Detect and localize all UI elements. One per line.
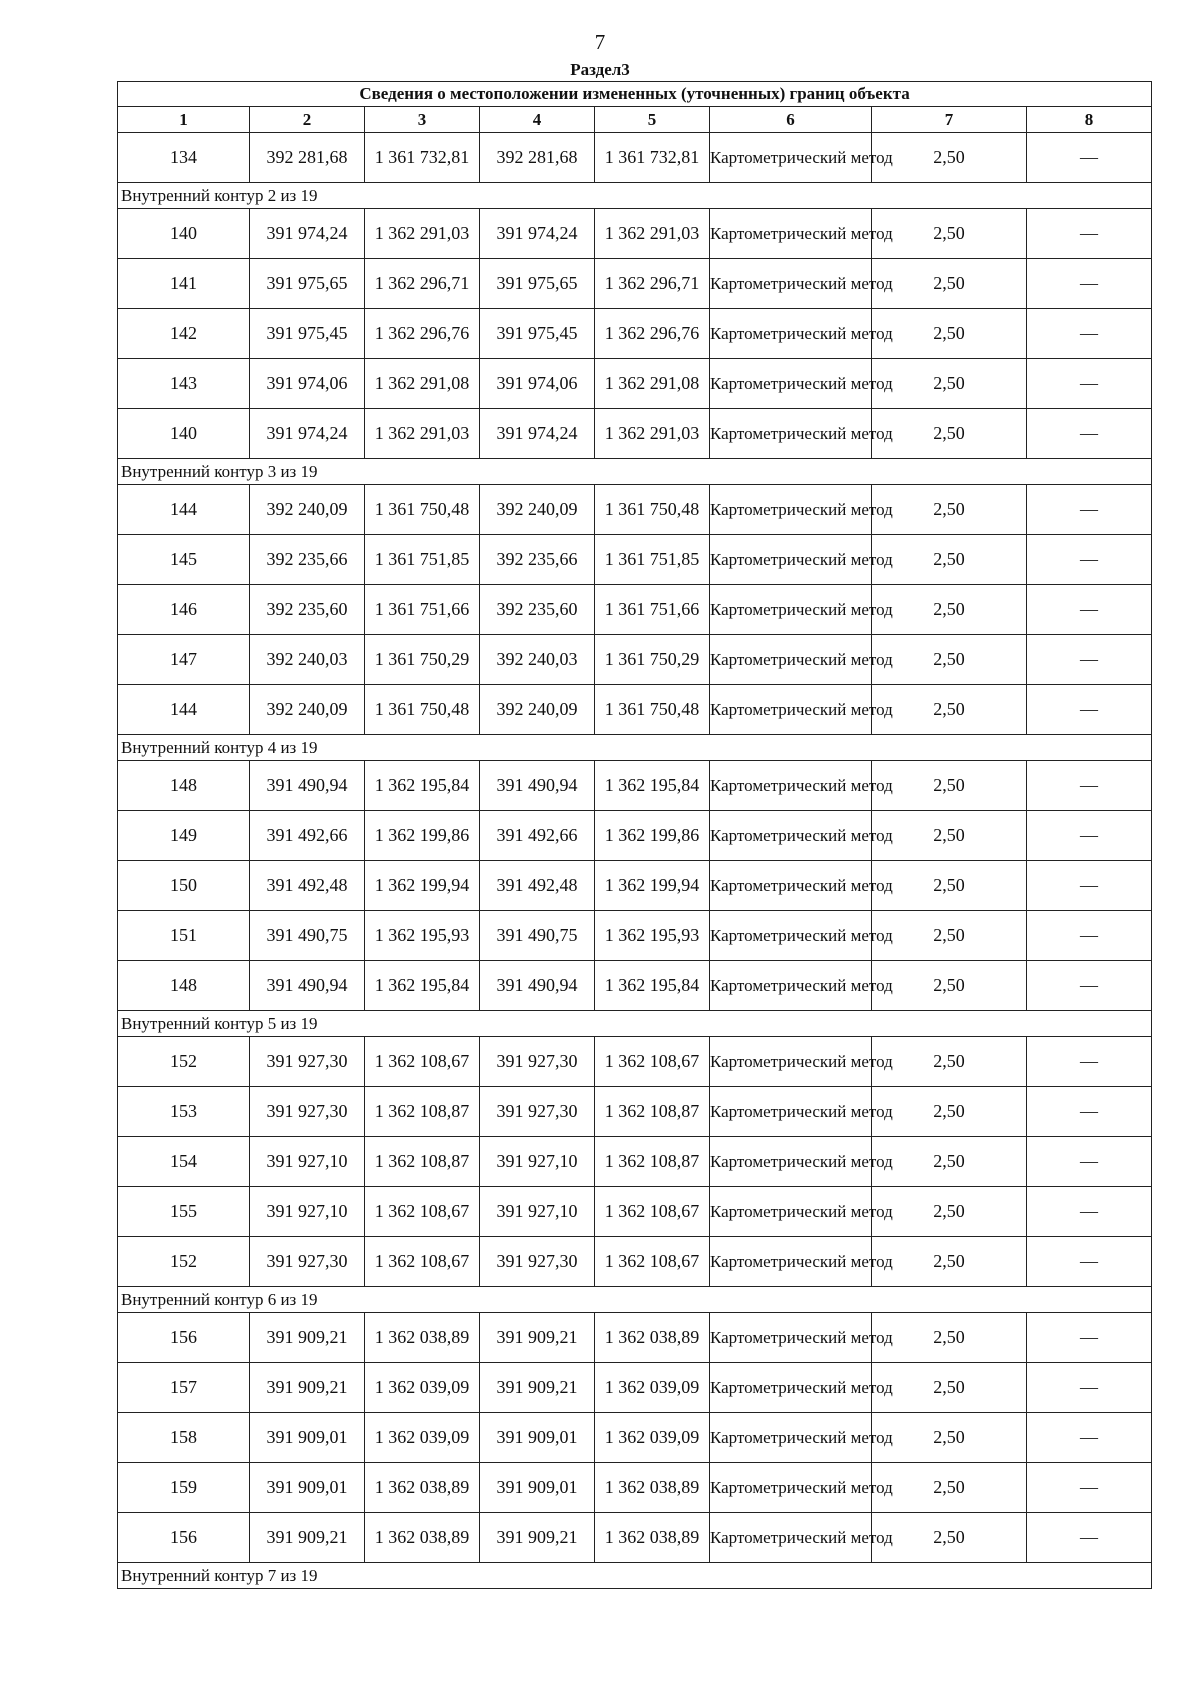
- y-coordinate-cell: 1 362 296,71: [365, 259, 480, 309]
- x-coordinate-cell: 391 975,45: [480, 309, 595, 359]
- accuracy-cell: 2,50: [872, 961, 1027, 1011]
- point-number-cell: 153: [118, 1087, 250, 1137]
- x-coordinate-cell: 392 240,09: [480, 685, 595, 735]
- description-cell: —: [1027, 961, 1152, 1011]
- accuracy-cell: 2,50: [872, 535, 1027, 585]
- method-cell: Картометрический метод: [710, 961, 872, 1011]
- method-cell: Картометрический метод: [710, 1413, 872, 1463]
- description-cell: —: [1027, 409, 1152, 459]
- point-number-cell: 144: [118, 685, 250, 735]
- y-coordinate-cell: 1 362 291,03: [365, 409, 480, 459]
- contour-label: Внутренний контур 2 из 19: [118, 183, 1152, 209]
- accuracy-cell: 2,50: [872, 911, 1027, 961]
- x-coordinate-cell: 391 492,48: [250, 861, 365, 911]
- table-caption-row: [118, 82, 1152, 107]
- x-coordinate-cell: 391 909,21: [250, 1513, 365, 1563]
- point-number-cell: 140: [118, 209, 250, 259]
- column-header: 7: [872, 107, 1027, 133]
- contour-heading-row: [118, 183, 1152, 209]
- description-cell: —: [1027, 259, 1152, 309]
- x-coordinate-cell: 391 927,30: [250, 1237, 365, 1287]
- x-coordinate-cell: 392 240,03: [480, 635, 595, 685]
- table-row: [118, 359, 1152, 409]
- accuracy-cell: 2,50: [872, 309, 1027, 359]
- y-coordinate-cell: 1 362 291,03: [365, 209, 480, 259]
- table-row: [118, 911, 1152, 961]
- method-cell: Картометрический метод: [710, 685, 872, 735]
- method-cell: Картометрический метод: [710, 585, 872, 635]
- y-coordinate-cell: 1 362 291,08: [595, 359, 710, 409]
- column-header: 4: [480, 107, 595, 133]
- table-row: [118, 1513, 1152, 1563]
- x-coordinate-cell: 391 927,30: [480, 1037, 595, 1087]
- y-coordinate-cell: 1 362 038,89: [365, 1463, 480, 1513]
- y-coordinate-cell: 1 362 108,67: [595, 1187, 710, 1237]
- description-cell: —: [1027, 811, 1152, 861]
- description-cell: —: [1027, 359, 1152, 409]
- method-cell: Картометрический метод: [710, 359, 872, 409]
- x-coordinate-cell: 392 235,66: [250, 535, 365, 585]
- y-coordinate-cell: 1 362 296,71: [595, 259, 710, 309]
- x-coordinate-cell: 391 909,21: [250, 1313, 365, 1363]
- table-row: [118, 133, 1152, 183]
- y-coordinate-cell: 1 362 195,93: [365, 911, 480, 961]
- y-coordinate-cell: 1 362 038,89: [595, 1513, 710, 1563]
- x-coordinate-cell: 392 235,60: [480, 585, 595, 635]
- x-coordinate-cell: 392 281,68: [250, 133, 365, 183]
- contour-label: Внутренний контур 4 из 19: [118, 735, 1152, 761]
- contour-label: Внутренний контур 5 из 19: [118, 1011, 1152, 1037]
- description-cell: —: [1027, 133, 1152, 183]
- method-cell: Картометрический метод: [710, 911, 872, 961]
- x-coordinate-cell: 391 490,75: [480, 911, 595, 961]
- column-header: 5: [595, 107, 710, 133]
- point-number-cell: 148: [118, 961, 250, 1011]
- x-coordinate-cell: 392 240,09: [480, 485, 595, 535]
- x-coordinate-cell: 391 927,30: [250, 1087, 365, 1137]
- accuracy-cell: 2,50: [872, 585, 1027, 635]
- description-cell: —: [1027, 1237, 1152, 1287]
- accuracy-cell: 2,50: [872, 1413, 1027, 1463]
- y-coordinate-cell: 1 362 039,09: [595, 1413, 710, 1463]
- x-coordinate-cell: 392 235,60: [250, 585, 365, 635]
- y-coordinate-cell: 1 362 291,03: [595, 209, 710, 259]
- x-coordinate-cell: 392 235,66: [480, 535, 595, 585]
- description-cell: —: [1027, 861, 1152, 911]
- x-coordinate-cell: 391 490,94: [250, 961, 365, 1011]
- accuracy-cell: 2,50: [872, 1237, 1027, 1287]
- point-number-cell: 150: [118, 861, 250, 911]
- table-row: [118, 685, 1152, 735]
- y-coordinate-cell: 1 362 038,89: [595, 1313, 710, 1363]
- y-coordinate-cell: 1 362 199,86: [595, 811, 710, 861]
- x-coordinate-cell: 391 909,21: [480, 1513, 595, 1563]
- x-coordinate-cell: 391 974,24: [250, 409, 365, 459]
- column-header: 8: [1027, 107, 1152, 133]
- contour-heading-row: [118, 1287, 1152, 1313]
- x-coordinate-cell: 391 927,30: [250, 1037, 365, 1087]
- table-row: [118, 635, 1152, 685]
- y-coordinate-cell: 1 361 750,48: [365, 685, 480, 735]
- x-coordinate-cell: 391 909,21: [480, 1313, 595, 1363]
- point-number-cell: 146: [118, 585, 250, 635]
- table-row: [118, 259, 1152, 309]
- y-coordinate-cell: 1 362 108,87: [595, 1137, 710, 1187]
- point-number-cell: 151: [118, 911, 250, 961]
- accuracy-cell: 2,50: [872, 133, 1027, 183]
- table-row: [118, 1137, 1152, 1187]
- description-cell: —: [1027, 761, 1152, 811]
- x-coordinate-cell: 391 909,21: [480, 1363, 595, 1413]
- x-coordinate-cell: 391 492,66: [250, 811, 365, 861]
- y-coordinate-cell: 1 361 750,48: [365, 485, 480, 535]
- table-row: [118, 761, 1152, 811]
- column-number-row: [118, 107, 1152, 133]
- y-coordinate-cell: 1 361 732,81: [595, 133, 710, 183]
- description-cell: —: [1027, 635, 1152, 685]
- column-header: 6: [710, 107, 872, 133]
- method-cell: Картометрический метод: [710, 1137, 872, 1187]
- accuracy-cell: 2,50: [872, 359, 1027, 409]
- y-coordinate-cell: 1 361 751,66: [365, 585, 480, 635]
- y-coordinate-cell: 1 362 199,94: [365, 861, 480, 911]
- y-coordinate-cell: 1 361 751,85: [365, 535, 480, 585]
- y-coordinate-cell: 1 362 039,09: [365, 1413, 480, 1463]
- y-coordinate-cell: 1 362 108,87: [365, 1137, 480, 1187]
- method-cell: Картометрический метод: [710, 1087, 872, 1137]
- point-number-cell: 152: [118, 1237, 250, 1287]
- accuracy-cell: 2,50: [872, 635, 1027, 685]
- point-number-cell: 144: [118, 485, 250, 535]
- method-cell: Картометрический метод: [710, 635, 872, 685]
- description-cell: —: [1027, 1187, 1152, 1237]
- description-cell: —: [1027, 485, 1152, 535]
- y-coordinate-cell: 1 361 750,29: [365, 635, 480, 685]
- y-coordinate-cell: 1 362 039,09: [365, 1363, 480, 1413]
- table-row: [118, 1413, 1152, 1463]
- x-coordinate-cell: 391 975,65: [250, 259, 365, 309]
- method-cell: Картометрический метод: [710, 309, 872, 359]
- boundary-coordinates-table: [117, 81, 1152, 1589]
- x-coordinate-cell: 391 927,10: [250, 1137, 365, 1187]
- contour-heading-row: [118, 459, 1152, 485]
- description-cell: —: [1027, 1137, 1152, 1187]
- y-coordinate-cell: 1 361 751,85: [595, 535, 710, 585]
- accuracy-cell: 2,50: [872, 1087, 1027, 1137]
- y-coordinate-cell: 1 362 038,89: [595, 1463, 710, 1513]
- point-number-cell: 145: [118, 535, 250, 585]
- y-coordinate-cell: 1 362 195,84: [365, 961, 480, 1011]
- y-coordinate-cell: 1 361 732,81: [365, 133, 480, 183]
- x-coordinate-cell: 391 909,01: [480, 1413, 595, 1463]
- y-coordinate-cell: 1 362 296,76: [595, 309, 710, 359]
- description-cell: —: [1027, 1413, 1152, 1463]
- point-number-cell: 140: [118, 409, 250, 459]
- y-coordinate-cell: 1 362 108,87: [595, 1087, 710, 1137]
- table-row: [118, 1237, 1152, 1287]
- y-coordinate-cell: 1 362 108,67: [595, 1037, 710, 1087]
- description-cell: —: [1027, 309, 1152, 359]
- x-coordinate-cell: 391 909,21: [250, 1363, 365, 1413]
- point-number-cell: 143: [118, 359, 250, 409]
- x-coordinate-cell: 391 975,45: [250, 309, 365, 359]
- point-number-cell: 155: [118, 1187, 250, 1237]
- description-cell: —: [1027, 685, 1152, 735]
- y-coordinate-cell: 1 362 199,86: [365, 811, 480, 861]
- point-number-cell: 156: [118, 1513, 250, 1563]
- y-coordinate-cell: 1 361 750,29: [595, 635, 710, 685]
- method-cell: Картометрический метод: [710, 133, 872, 183]
- method-cell: Картометрический метод: [710, 409, 872, 459]
- accuracy-cell: 2,50: [872, 485, 1027, 535]
- point-number-cell: 141: [118, 259, 250, 309]
- column-header: 1: [118, 107, 250, 133]
- table-body: [118, 133, 1152, 1589]
- contour-label: Внутренний контур 3 из 19: [118, 459, 1152, 485]
- contour-heading-row: [118, 735, 1152, 761]
- point-number-cell: 142: [118, 309, 250, 359]
- method-cell: Картометрический метод: [710, 1513, 872, 1563]
- description-cell: —: [1027, 1037, 1152, 1087]
- x-coordinate-cell: 391 490,94: [480, 961, 595, 1011]
- y-coordinate-cell: 1 362 108,67: [365, 1187, 480, 1237]
- accuracy-cell: 2,50: [872, 259, 1027, 309]
- table-row: [118, 1087, 1152, 1137]
- description-cell: —: [1027, 1087, 1152, 1137]
- point-number-cell: 147: [118, 635, 250, 685]
- y-coordinate-cell: 1 362 195,84: [595, 961, 710, 1011]
- x-coordinate-cell: 391 927,10: [480, 1187, 595, 1237]
- table-row: [118, 811, 1152, 861]
- accuracy-cell: 2,50: [872, 209, 1027, 259]
- x-coordinate-cell: 391 974,24: [250, 209, 365, 259]
- description-cell: —: [1027, 1463, 1152, 1513]
- y-coordinate-cell: 1 362 038,89: [365, 1513, 480, 1563]
- table-row: [118, 409, 1152, 459]
- x-coordinate-cell: 391 490,94: [480, 761, 595, 811]
- accuracy-cell: 2,50: [872, 1187, 1027, 1237]
- point-number-cell: 157: [118, 1363, 250, 1413]
- method-cell: Картометрический метод: [710, 861, 872, 911]
- accuracy-cell: 2,50: [872, 1463, 1027, 1513]
- method-cell: Картометрический метод: [710, 1463, 872, 1513]
- table-row: [118, 1463, 1152, 1513]
- point-number-cell: 148: [118, 761, 250, 811]
- page-number: 7: [594, 30, 606, 54]
- x-coordinate-cell: 392 240,09: [250, 685, 365, 735]
- x-coordinate-cell: 391 909,01: [250, 1413, 365, 1463]
- y-coordinate-cell: 1 362 195,84: [595, 761, 710, 811]
- contour-heading-row: [118, 1011, 1152, 1037]
- method-cell: Картометрический метод: [710, 485, 872, 535]
- y-coordinate-cell: 1 362 291,08: [365, 359, 480, 409]
- table-row: [118, 1363, 1152, 1413]
- accuracy-cell: 2,50: [872, 1313, 1027, 1363]
- x-coordinate-cell: 391 927,10: [250, 1187, 365, 1237]
- method-cell: Картометрический метод: [710, 811, 872, 861]
- method-cell: Картометрический метод: [710, 1313, 872, 1363]
- table-row: [118, 1187, 1152, 1237]
- y-coordinate-cell: 1 362 038,89: [365, 1313, 480, 1363]
- y-coordinate-cell: 1 362 108,67: [365, 1037, 480, 1087]
- table-row: [118, 485, 1152, 535]
- accuracy-cell: 2,50: [872, 811, 1027, 861]
- description-cell: —: [1027, 1513, 1152, 1563]
- x-coordinate-cell: 391 492,48: [480, 861, 595, 911]
- method-cell: Картометрический метод: [710, 1187, 872, 1237]
- table-row: [118, 535, 1152, 585]
- x-coordinate-cell: 391 909,01: [480, 1463, 595, 1513]
- method-cell: Картометрический метод: [710, 1237, 872, 1287]
- method-cell: Картометрический метод: [710, 1037, 872, 1087]
- point-number-cell: 156: [118, 1313, 250, 1363]
- x-coordinate-cell: 391 927,10: [480, 1137, 595, 1187]
- description-cell: —: [1027, 1363, 1152, 1413]
- contour-label: Внутренний контур 6 из 19: [118, 1287, 1152, 1313]
- accuracy-cell: 2,50: [872, 1513, 1027, 1563]
- accuracy-cell: 2,50: [872, 861, 1027, 911]
- y-coordinate-cell: 1 362 108,87: [365, 1087, 480, 1137]
- y-coordinate-cell: 1 362 296,76: [365, 309, 480, 359]
- x-coordinate-cell: 391 974,24: [480, 209, 595, 259]
- method-cell: Картометрический метод: [710, 209, 872, 259]
- table-row: [118, 961, 1152, 1011]
- description-cell: —: [1027, 911, 1152, 961]
- x-coordinate-cell: 391 909,01: [250, 1463, 365, 1513]
- point-number-cell: 158: [118, 1413, 250, 1463]
- x-coordinate-cell: 391 490,75: [250, 911, 365, 961]
- y-coordinate-cell: 1 362 108,67: [595, 1237, 710, 1287]
- x-coordinate-cell: 392 240,03: [250, 635, 365, 685]
- x-coordinate-cell: 391 974,06: [480, 359, 595, 409]
- description-cell: —: [1027, 1313, 1152, 1363]
- x-coordinate-cell: 391 492,66: [480, 811, 595, 861]
- column-header: 3: [365, 107, 480, 133]
- description-cell: —: [1027, 585, 1152, 635]
- y-coordinate-cell: 1 362 291,03: [595, 409, 710, 459]
- table-row: [118, 209, 1152, 259]
- y-coordinate-cell: 1 361 751,66: [595, 585, 710, 635]
- y-coordinate-cell: 1 362 195,84: [365, 761, 480, 811]
- point-number-cell: 149: [118, 811, 250, 861]
- point-number-cell: 134: [118, 133, 250, 183]
- table-row: [118, 1037, 1152, 1087]
- accuracy-cell: 2,50: [872, 409, 1027, 459]
- method-cell: Картометрический метод: [710, 259, 872, 309]
- method-cell: Картометрический метод: [710, 761, 872, 811]
- x-coordinate-cell: 391 974,24: [480, 409, 595, 459]
- section-title: Раздел3: [570, 60, 630, 79]
- y-coordinate-cell: 1 362 199,94: [595, 861, 710, 911]
- accuracy-cell: 2,50: [872, 1137, 1027, 1187]
- contour-heading-row: [118, 1563, 1152, 1589]
- x-coordinate-cell: 392 240,09: [250, 485, 365, 535]
- table-row: [118, 861, 1152, 911]
- description-cell: —: [1027, 209, 1152, 259]
- y-coordinate-cell: 1 362 108,67: [365, 1237, 480, 1287]
- x-coordinate-cell: 392 281,68: [480, 133, 595, 183]
- point-number-cell: 152: [118, 1037, 250, 1087]
- accuracy-cell: 2,50: [872, 761, 1027, 811]
- contour-label: Внутренний контур 7 из 19: [118, 1563, 1152, 1589]
- method-cell: Картометрический метод: [710, 535, 872, 585]
- x-coordinate-cell: 391 975,65: [480, 259, 595, 309]
- description-cell: —: [1027, 535, 1152, 585]
- accuracy-cell: 2,50: [872, 685, 1027, 735]
- table-row: [118, 585, 1152, 635]
- table-row: [118, 1313, 1152, 1363]
- column-header: 2: [250, 107, 365, 133]
- accuracy-cell: 2,50: [872, 1363, 1027, 1413]
- x-coordinate-cell: 391 927,30: [480, 1237, 595, 1287]
- table-caption: Сведения о местоположении измененных (уточненных) границ объекта: [118, 82, 1152, 107]
- x-coordinate-cell: 391 490,94: [250, 761, 365, 811]
- table-row: [118, 309, 1152, 359]
- point-number-cell: 154: [118, 1137, 250, 1187]
- y-coordinate-cell: 1 362 039,09: [595, 1363, 710, 1413]
- y-coordinate-cell: 1 361 750,48: [595, 485, 710, 535]
- y-coordinate-cell: 1 362 195,93: [595, 911, 710, 961]
- accuracy-cell: 2,50: [872, 1037, 1027, 1087]
- method-cell: Картометрический метод: [710, 1363, 872, 1413]
- point-number-cell: 159: [118, 1463, 250, 1513]
- y-coordinate-cell: 1 361 750,48: [595, 685, 710, 735]
- x-coordinate-cell: 391 927,30: [480, 1087, 595, 1137]
- x-coordinate-cell: 391 974,06: [250, 359, 365, 409]
